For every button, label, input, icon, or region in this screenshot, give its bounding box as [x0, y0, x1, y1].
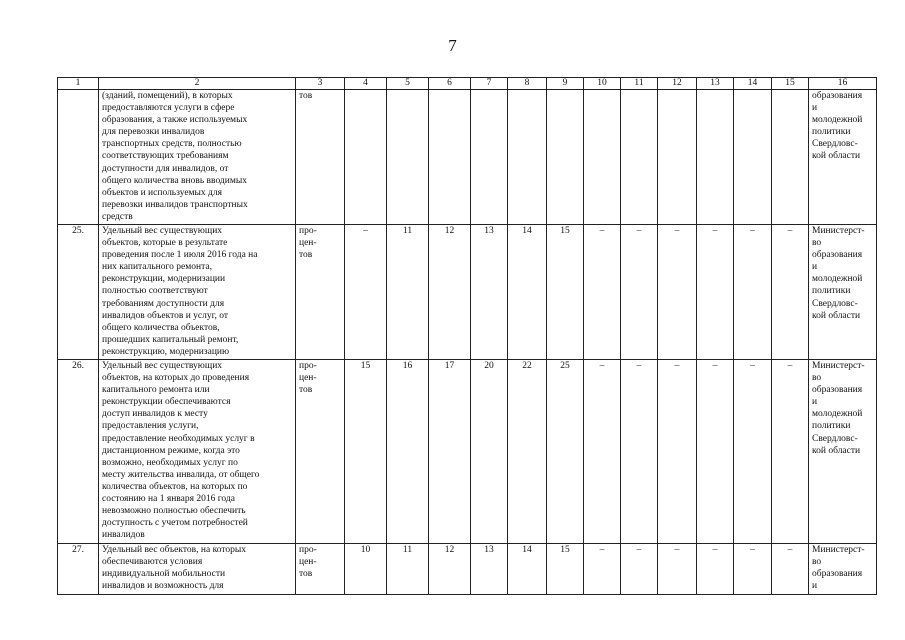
indicator-description-line: невозможно полностью обеспечить [102, 506, 246, 517]
value-cell: 25 [547, 360, 584, 544]
indicator-description-line: количества объектов, на которых по [102, 481, 248, 492]
responsible-executor-line: образования [812, 385, 863, 396]
indicator-description-line: доступ инвалидов к месту [102, 409, 208, 420]
indicator-description [99, 225, 296, 360]
value-cell: 20 [471, 360, 508, 544]
unit-of-measure-line: цен- [299, 557, 317, 568]
column-header: 12 [658, 78, 697, 90]
column-number-row [58, 78, 877, 90]
table-row [58, 90, 877, 225]
unit-of-measure-line: тов [299, 569, 313, 580]
column-header: 10 [584, 78, 621, 90]
responsible-executor-line: Свердловс- [812, 298, 858, 309]
indicator-description-line: предоставление необходимых услуг в [102, 433, 255, 444]
row-number [58, 90, 99, 225]
column-header: 4 [345, 78, 387, 90]
indicator-description-line: состоянию на 1 января 2016 года [102, 494, 235, 505]
value-cell: – [621, 544, 658, 595]
table-row [58, 544, 877, 595]
indicator-description-line: образования, а также используемых [102, 115, 248, 126]
value-cell: 17 [429, 360, 471, 544]
value-cell: 22 [508, 360, 547, 544]
responsible-executor-line: Свердловс- [812, 433, 858, 444]
value-cell: – [658, 360, 697, 544]
indicator-description-line: прошедших капитальный ремонт, [102, 334, 239, 345]
responsible-executor-line: образования [812, 91, 863, 101]
value-cell [658, 90, 697, 225]
column-header: 16 [809, 78, 877, 90]
indicator-description-line: инвалидов [102, 530, 145, 541]
column-header: 13 [697, 78, 734, 90]
unit-of-measure-line: про- [299, 361, 317, 371]
column-header: 7 [471, 78, 508, 90]
value-cell: 15 [547, 225, 584, 360]
responsible-executor-line: во [812, 238, 822, 249]
value-cell: – [734, 544, 772, 595]
responsible-executor-line: молодежной [812, 274, 863, 285]
responsible-executor [809, 544, 877, 595]
indicator-description-line: общего количества объектов, [102, 322, 220, 333]
indicator-description-line: доступность с учетом потребностей [102, 518, 248, 529]
row-number: 25. [58, 225, 99, 360]
value-cell: 14 [508, 225, 547, 360]
value-cell [345, 90, 387, 225]
indicator-description-line: объектов, на которых до проведения [102, 373, 250, 384]
value-cell: 11 [387, 544, 429, 595]
indicator-description-line: соответствующих требованиям [102, 151, 229, 162]
value-cell [734, 90, 772, 225]
indicator-description-line: общего количества вновь вводимых [102, 175, 247, 186]
value-cell: – [772, 544, 809, 595]
column-header: 6 [429, 78, 471, 90]
unit-of-measure-line: тов [299, 250, 313, 261]
value-cell [621, 90, 658, 225]
indicator-description-line: средств [102, 211, 133, 222]
value-cell: – [658, 544, 697, 595]
unit-of-measure-line: про- [299, 545, 317, 555]
value-cell: – [734, 360, 772, 544]
indicator-description-line: проведения после 1 июля 2016 года на [102, 250, 258, 261]
value-cell: 16 [387, 360, 429, 544]
page-number: 7 [448, 36, 457, 55]
unit-of-measure [296, 360, 345, 544]
unit-of-measure [296, 90, 345, 225]
responsible-executor-line: и [812, 397, 818, 408]
indicator-description-line: них капитального ремонта, [102, 262, 212, 273]
row-number: 27. [58, 544, 99, 595]
indicator-description-line: объектов, которые в результате [102, 238, 228, 249]
table-row [58, 360, 877, 544]
column-header: 9 [547, 78, 584, 90]
indicator-description [99, 360, 296, 544]
value-cell: – [697, 360, 734, 544]
value-cell: – [621, 360, 658, 544]
value-cell: 13 [471, 544, 508, 595]
unit-of-measure-line: тов [299, 385, 313, 396]
indicator-description-line: (зданий, помещений), в которых [102, 91, 233, 101]
unit-of-measure-line: цен- [299, 373, 317, 384]
value-cell: – [345, 225, 387, 360]
indicator-description-line: требованиям доступности для [102, 298, 225, 309]
responsible-executor-line: и [812, 262, 818, 273]
unit-of-measure [296, 225, 345, 360]
value-cell: – [621, 225, 658, 360]
indicator-description-line: реконструкции, модернизации [102, 274, 226, 285]
responsible-executor-line: молодежной [812, 409, 863, 420]
indicator-description-line: предоставляются услуги в сфере [102, 103, 235, 114]
column-header: 8 [508, 78, 547, 90]
responsible-executor-line: и [812, 581, 818, 592]
value-cell: 15 [547, 544, 584, 595]
value-cell: 11 [387, 225, 429, 360]
indicator-description-line: Удельный вес существующих [102, 226, 223, 236]
value-cell [772, 90, 809, 225]
responsible-executor [809, 360, 877, 544]
column-header: 11 [621, 78, 658, 90]
indicator-description-line: Удельный вес существующих [102, 361, 223, 371]
unit-of-measure-line: цен- [299, 238, 317, 249]
value-cell [387, 90, 429, 225]
indicator-description-line: объектов и используемых для [102, 187, 223, 198]
row-number: 26. [58, 360, 99, 544]
value-cell: 15 [345, 360, 387, 544]
table-row [58, 225, 877, 360]
indicator-description-line: реконструкцию, модернизацию [102, 346, 230, 357]
responsible-executor-line: образования [812, 569, 863, 580]
responsible-executor-line: кой области [812, 310, 861, 321]
indicator-description [99, 90, 296, 225]
responsible-executor-line: молодежной [812, 115, 863, 126]
indicator-description-line: предоставления услуги, [102, 421, 199, 432]
indicator-description-line: для перевозки инвалидов [102, 127, 205, 138]
indicator-description-line: капитального ремонта или [102, 385, 210, 396]
unit-of-measure [296, 544, 345, 595]
responsible-executor-line: Министерст- [812, 545, 865, 555]
responsible-executor-line: кой области [812, 445, 861, 456]
value-cell: – [697, 544, 734, 595]
unit-of-measure-line: про- [299, 226, 317, 236]
responsible-executor-line: политики [812, 421, 851, 432]
responsible-executor-line: Министерст- [812, 226, 865, 236]
indicator-description-line: транспортных средств, полностью [102, 139, 242, 150]
indicator-description-line: перевозки инвалидов транспортных [102, 199, 248, 210]
value-cell: – [697, 225, 734, 360]
value-cell [547, 90, 584, 225]
indicator-description-line: инвалидов объектов и услуг, от [102, 310, 228, 321]
value-cell [584, 90, 621, 225]
indicator-description-line: Удельный вес объектов, на которых [102, 545, 246, 555]
value-cell: – [584, 360, 621, 544]
responsible-executor-line: Министерст- [812, 361, 865, 371]
indicator-description-line: индивидуальной мобильности [102, 569, 226, 580]
responsible-executor-line: во [812, 373, 822, 384]
value-cell: 10 [345, 544, 387, 595]
column-header: 2 [99, 78, 296, 90]
value-cell [471, 90, 508, 225]
value-cell: 14 [508, 544, 547, 595]
value-cell: 13 [471, 225, 508, 360]
responsible-executor-line: Свердловс- [812, 139, 858, 150]
responsible-executor-line: во [812, 557, 822, 568]
indicator-description-line: месту жительства инвалида, от общего [102, 469, 260, 480]
responsible-executor-line: и [812, 103, 818, 114]
responsible-executor-line: политики [812, 286, 851, 297]
value-cell: – [772, 360, 809, 544]
responsible-executor [809, 90, 877, 225]
value-cell: – [734, 225, 772, 360]
value-cell: – [584, 544, 621, 595]
indicator-description-line: доступности для инвалидов, от [102, 163, 229, 174]
responsible-executor-line: кой области [812, 151, 861, 162]
indicator-description-line: возможно, необходимых услуг по [102, 457, 238, 468]
value-cell [429, 90, 471, 225]
indicator-table [57, 77, 877, 595]
indicator-description-line: дистанционном режиме, когда это [102, 445, 240, 456]
value-cell: 12 [429, 544, 471, 595]
responsible-executor [809, 225, 877, 360]
value-cell: 12 [429, 225, 471, 360]
column-header: 15 [772, 78, 809, 90]
column-header: 3 [296, 78, 345, 90]
column-header: 1 [58, 78, 99, 90]
indicator-description-line: полностью соответствуют [102, 286, 208, 297]
value-cell: – [584, 225, 621, 360]
value-cell [508, 90, 547, 225]
indicator-description-line: инвалидов и возможность для [102, 581, 224, 592]
value-cell [697, 90, 734, 225]
value-cell: – [658, 225, 697, 360]
value-cell: – [772, 225, 809, 360]
indicator-description [99, 544, 296, 595]
responsible-executor-line: образования [812, 250, 863, 261]
unit-of-measure-line: тов [299, 91, 313, 101]
indicator-description-line: реконструкции обеспечиваются [102, 397, 231, 408]
indicator-description-line: обеспечиваются условия [102, 557, 203, 568]
column-header: 5 [387, 78, 429, 90]
column-header: 14 [734, 78, 772, 90]
responsible-executor-line: политики [812, 127, 851, 138]
